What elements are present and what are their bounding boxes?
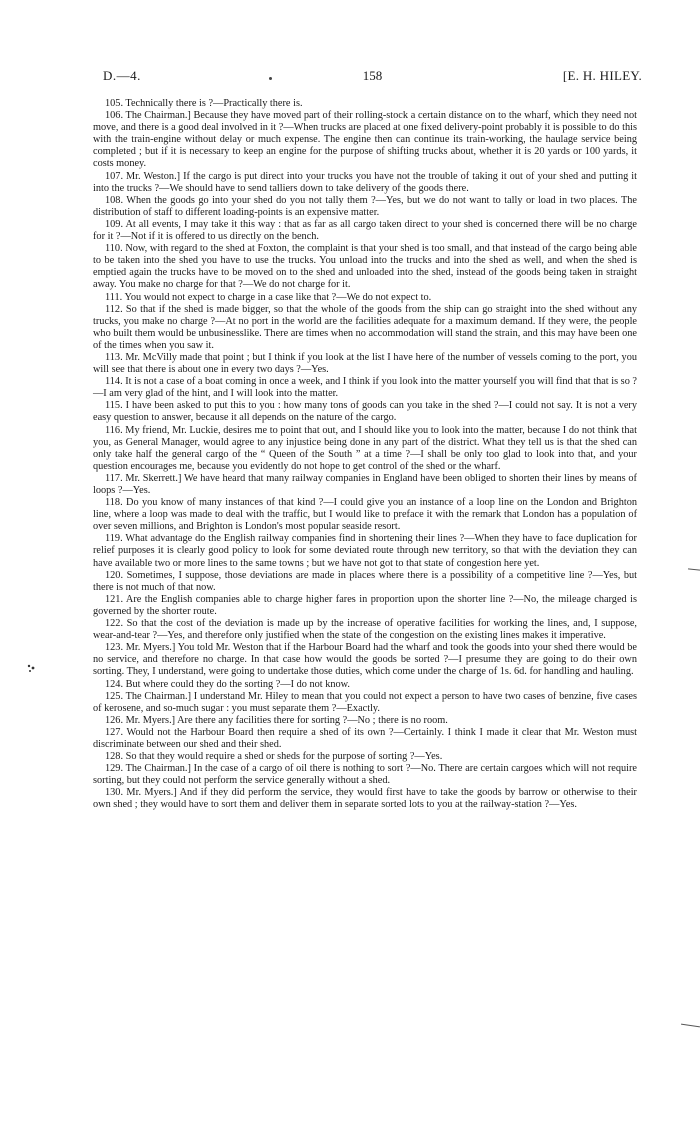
witness-name: [E. H. HILEY. xyxy=(562,68,642,83)
paragraph-105: 105. Technically there is ?—Practically there is. xyxy=(105,98,303,109)
paragraph-112: 112. So that if the shed is made bigger, so that the whole of the goods from the ship can go straight into the shed without any trucks, you make no charge ?—At no port in the world are the facilities adequate for a maximum demand. If they were, the people who built them would be unbusinesslike. There are times when no accommodation will stand the strain, and this may have been one of the times when you saw it. xyxy=(93,303,637,351)
paragraph-107: 107. Mr. Weston.] If the cargo is put direct into your trucks you have not the trouble of taking it out of your shed and putting it into the trucks ?—We should have to send talliers down to take delivery of the goods there. xyxy=(93,170,637,194)
paragraph-114: 114. It is not a case of a boat coming in once a week, and I think if you look into the matter yourself you will find that that is so ?—I am very glad of the hint, and I will look into the matter. xyxy=(93,376,637,400)
margin-mark-top xyxy=(688,568,700,570)
paragraph-108: 108. When the goods go into your shed do you not tally them ?—Yes, but we do not want to tally or load in two places. The distribution of staff to different loading-points is an expensive matter. xyxy=(93,194,637,218)
paragraph-121: 121. Are the English companies able to charge higher fares in proportion upon the shorter line ?—No, the mileage charged is governed by the shorter route. xyxy=(93,593,637,617)
page-header xyxy=(103,68,642,90)
document-reference: D.—4. xyxy=(103,68,141,83)
page-number: 158 xyxy=(362,68,383,83)
paragraph-111: 111. You would not expect to charge in a case like that ?—We do not expect to. xyxy=(105,291,432,303)
paragraph-113: 113. Mr. McVilly made that point ; but I think if you look at the list I have here of the number of vessels coming to the port, you will see that there is about one in every two days ?—Yes. xyxy=(93,351,637,376)
evidence-text xyxy=(93,98,637,812)
paragraph-120: 120. Sometimes, I suppose, those deviations are made in places where there is a possibility of a competitive line ?—Yes, but there is not much of that now. xyxy=(93,569,637,593)
paragraph-115: 115. I have been asked to put this to you : how many tons of goods can you take in the shed ?—I could not say. It is not a very easy question to answer, because it all depends on the nature of the cargo. xyxy=(93,400,637,424)
paragraph-118: 118. Do you know of many instances of that kind ?—I could give you an instance of a loop line on the London and Brighton line, where a loop was made to deal with the traffic, but I would like to preface it with the remark that London has a population of over seven millions, and Brighton is London's most popular seaside resort. xyxy=(93,497,637,533)
paragraph-130: 130. Mr. Myers.] And if they did perform the service, they would first have to take the goods by barrow or otherwise to their own shed ; they would have to sort them and deliver them in separate sorted lots to you at the railway-station ?—Yes. xyxy=(93,787,637,811)
paragraph-123: 123. Mr. Myers.] You told Mr. Weston that if the Harbour Board had the wharf and took the goods into your shed there would be no service, and therefore no charge. In that case how would the goods be sorted ?—I presume they are going to do their own sorting. They, I understand, were going to undertake those duties, which come under the charge of 1s. 6d. for handling and hauling. xyxy=(93,642,637,678)
paragraph-129: 129. The Chairman.] In the case of a cargo of oil there is nothing to sort ?—No. There are certain cargoes which will not require sorting, but they could not perform the service generally without a shed. xyxy=(93,763,637,787)
paragraph-127: 127. Would not the Harbour Board then require a shed of its own ?—Certainly. I think I made it clear that Mr. Weston must discriminate between our shed and their shed. xyxy=(93,726,637,750)
paragraph-117: 117. Mr. Skerrett.] We have heard that many railway companies in England have been obliged to shorten their lines by means of loops ?—Yes. xyxy=(93,472,637,496)
paragraph-126: 126. Mr. Myers.] Are there any facilities there for sorting ?—No ; there is no room. xyxy=(105,714,448,726)
paragraph-109: 109. At all events, I may take it this way : that as far as all cargo taken direct to your shed is concerned there will be no charge for it ?—Not if it is offered to us directly on the bench. xyxy=(93,218,637,243)
paragraph-110: 110. Now, with regard to the shed at Foxton, the complaint is that your shed is too small, and that instead of the cargo being able to be taken into the shed you have to use the trucks. You unload into the trucks and into the shed as well, and when the shed is emptied again the trucks have to be moved on to the shed and unloaded into the shed, instead of the goods being taken in straight away. You make no charge for that ?—We do not charge for it. xyxy=(93,243,637,291)
margin-speck xyxy=(27,664,37,674)
paragraph-116: 116. My friend, Mr. Luckie, desires me to point that out, and I should like you to look into the matter, because I do not think that you, as General Manager, would agree to any injustice being done in any part of the district. What they tell us is that the shed can only take half the general cargo of the “ Queen of the South ” at a time ?—I shall be only too glad to look into that, and your question encourages me, because you evidently do not hope to get control of the shed or the wharf. xyxy=(93,424,637,472)
margin-mark-bottom xyxy=(681,1024,700,1028)
paragraph-119: 119. What advantage do the English railway companies find in shortening their lines ?—When they have to face duplication for relief purposes it is clearly good policy to look for some deviated route through new territory, so that with the deviation they can have available two or more lines to the same towns ; but we have not got to that state of congestion here yet. xyxy=(93,533,637,569)
paragraph-128: 128. So that they would require a shed or sheds for the purpose of sorting ?—Yes. xyxy=(105,751,443,763)
paragraph-106: 106. The Chairman.] Because they have moved part of their rolling-stock a certain distance on to the wharf, which they need not move, and there is a good deal involved in it ?—When trucks are placed at one fixed delivery-point probably it is possible to do this with the train-engine without delay or much expense. The engine then can continue its train-working, the haulage service being completed ; but if it is necessary to keep an engine for the purpose of shifting trucks about, whether it is 20 yards or 100 yards, it costs money. xyxy=(93,110,637,170)
paragraph-122: 122. So that the cost of the deviation is made up by the increase of operative facilities for working the lines, and, I suppose, wear-and-tear ?—Yes, and therefore only justified when the state of the congestion on the existing lines makes it imperative. xyxy=(93,618,637,642)
paragraph-124: 124. But where could they do the sorting ?—I do not know. xyxy=(105,678,350,690)
paragraph-125: 125. The Chairman.] I understand Mr. Hiley to mean that you could not expect a person to have two cases of benzine, five cases of kerosene, and so-much sugar : you must separate them ?—Exactly. xyxy=(93,690,637,714)
